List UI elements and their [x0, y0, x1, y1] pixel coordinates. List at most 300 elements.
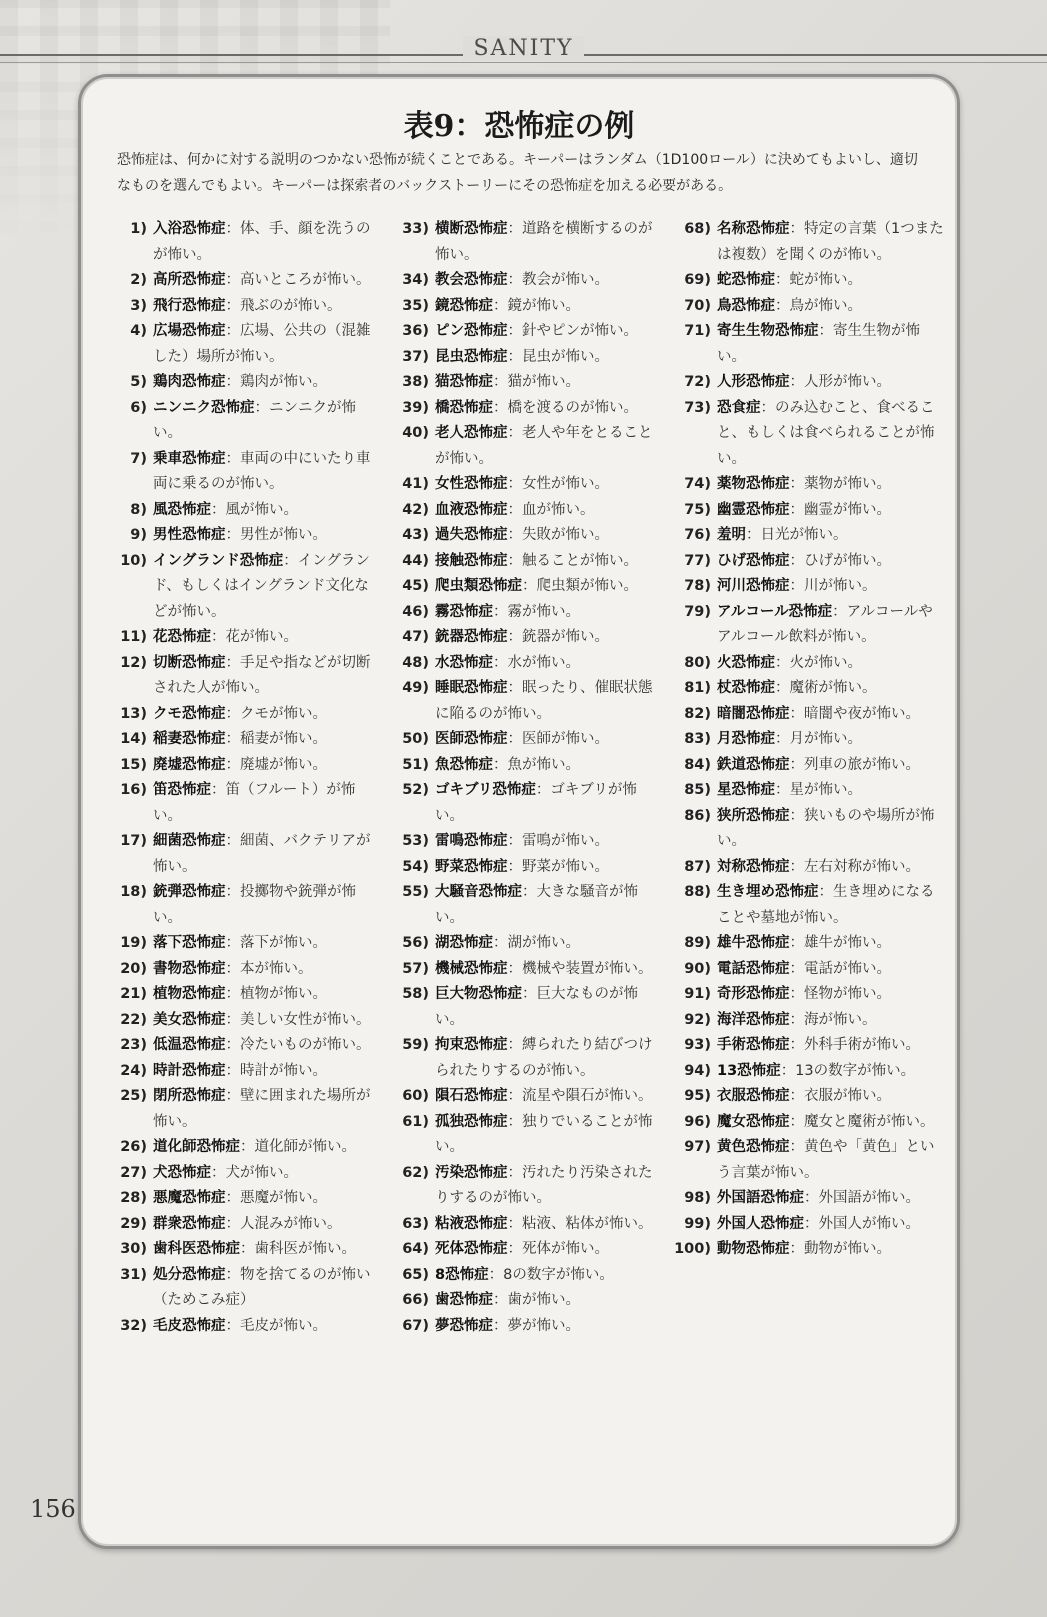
phobia-entry: [387, 523, 663, 549]
phobia-description: ：悪魔が怖い。: [225, 1190, 327, 1206]
phobia-description: ：針やピンが怖い。: [507, 323, 638, 339]
phobia-text: [153, 1263, 381, 1314]
phobia-name: 低温恐怖症: [153, 1037, 226, 1053]
phobia-number: 14): [120, 731, 147, 747]
phobia-entry: [387, 370, 663, 396]
phobia-description: ：体、手、顔を洗うのが怖い。: [153, 221, 371, 263]
phobia-entry: [105, 1033, 381, 1059]
phobia-entry: [669, 574, 945, 600]
phobia-name: 鉄道恐怖症: [717, 756, 790, 773]
phobia-name: 霧恐怖症: [435, 603, 493, 620]
phobia-text: [717, 702, 945, 728]
phobia-entry: [105, 447, 381, 498]
phobia-description: ：生き埋めになることや墓地が怖い。: [717, 884, 935, 926]
phobia-number: 49): [402, 680, 429, 696]
phobia-text: [435, 1033, 663, 1084]
phobia-number: 42): [402, 501, 429, 518]
phobia-description: ：ひげが怖い。: [789, 552, 891, 569]
phobia-name: 接触恐怖症: [435, 552, 508, 569]
phobia-text: [153, 268, 381, 294]
phobia-description: ：月が怖い。: [775, 731, 862, 747]
phobia-entry: [669, 753, 945, 779]
phobia-number: 83): [684, 731, 711, 747]
phobia-text: [435, 421, 663, 472]
phobia-text: [435, 600, 663, 626]
phobia-description: ：日光が怖い。: [746, 527, 848, 543]
phobia-text: [717, 1186, 945, 1212]
phobia-text: [153, 523, 381, 549]
phobia-entry: [387, 651, 663, 677]
phobia-name: 河川恐怖症: [717, 578, 790, 594]
phobia-description: ：列車の旅が怖い。: [789, 756, 920, 773]
phobia-entry: [387, 1237, 663, 1263]
phobia-entry: [669, 294, 945, 320]
phobia-name: 花恐怖症: [153, 629, 211, 645]
phobia-text: [717, 1212, 945, 1238]
phobia-description: ：物を捨てるのが怖い（ためこみ症）: [153, 1266, 371, 1308]
phobia-entry: [669, 651, 945, 677]
phobia-entry: [387, 778, 663, 829]
phobia-description: ：道路を横断するのが怖い。: [435, 221, 653, 263]
phobia-name: 巨大物恐怖症: [435, 986, 522, 1002]
phobia-name: 外国人恐怖症: [717, 1215, 804, 1232]
phobia-number: 2): [130, 272, 147, 288]
phobia-entry: [669, 1186, 945, 1212]
phobia-description: ：ゴキブリが怖い。: [435, 782, 637, 824]
phobia-number: 95): [684, 1088, 711, 1104]
phobia-entry: [669, 498, 945, 524]
phobia-description: ：雷鳴が怖い。: [507, 833, 609, 849]
phobia-entry: [105, 498, 381, 524]
phobia-entry: [669, 1110, 945, 1136]
phobia-entry: [105, 1008, 381, 1034]
phobia-text: [153, 1212, 381, 1238]
phobia-entry: [387, 345, 663, 371]
phobia-description: ：男性が怖い。: [225, 527, 327, 543]
phobia-text: [717, 1237, 945, 1263]
phobia-number: 87): [684, 858, 711, 875]
phobia-name: アルコール恐怖症: [717, 603, 833, 620]
phobia-number: 38): [402, 374, 429, 390]
phobia-text: [435, 574, 663, 600]
phobia-number: 3): [130, 297, 147, 314]
phobia-text: [153, 1186, 381, 1212]
phobia-description: ：黄色や「黄色」という言葉が怖い。: [717, 1139, 935, 1181]
phobia-name: 爬虫類恐怖症: [435, 578, 522, 594]
phobia-number: 13): [120, 705, 147, 722]
phobia-description: ：霧が怖い。: [493, 603, 580, 620]
phobia-entry: [105, 1059, 381, 1085]
phobia-entry: [105, 982, 381, 1008]
phobia-entry: [669, 778, 945, 804]
phobia-number: 41): [402, 476, 429, 492]
phobia-text: [435, 829, 663, 855]
phobia-description: ：失敗が怖い。: [507, 527, 609, 543]
phobia-description: ：水が怖い。: [493, 654, 580, 671]
phobia-entry: [387, 982, 663, 1033]
phobia-text: [153, 1084, 381, 1135]
phobia-name: 医師恐怖症: [435, 731, 508, 747]
phobia-text: [717, 855, 945, 881]
phobia-name: 星恐怖症: [717, 782, 775, 798]
phobia-text: [435, 1288, 663, 1314]
phobia-name: 黄色恐怖症: [717, 1139, 790, 1155]
phobia-entry: [105, 829, 381, 880]
phobia-text: [717, 804, 945, 855]
phobia-entry: [669, 982, 945, 1008]
phobia-text: [435, 880, 663, 931]
phobia-description: ：鳥が怖い。: [775, 297, 862, 314]
phobia-number: 97): [684, 1139, 711, 1155]
phobia-description: ：怪物が怖い。: [789, 986, 891, 1002]
phobia-number: 94): [684, 1062, 711, 1079]
phobia-description: ：クモが怖い。: [225, 705, 327, 722]
phobia-name: 羞明: [717, 527, 746, 543]
phobia-entry: [387, 1288, 663, 1314]
phobia-name: 死体恐怖症: [435, 1241, 508, 1257]
phobia-name: 魚恐怖症: [435, 756, 493, 773]
phobia-number: 15): [120, 756, 147, 773]
phobia-number: 1): [130, 221, 147, 237]
phobia-text: [153, 1059, 381, 1085]
phobia-description: ：壁に囲まれた場所が怖い。: [153, 1088, 371, 1130]
phobia-number: 23): [120, 1037, 147, 1053]
phobia-name: 笛恐怖症: [153, 782, 211, 798]
phobia-description: ：外国語が怖い。: [804, 1190, 920, 1206]
phobia-entry: [105, 1161, 381, 1187]
phobia-name: 動物恐怖症: [717, 1241, 790, 1257]
phobia-entry: [669, 804, 945, 855]
phobia-entry: [105, 931, 381, 957]
phobia-text: [153, 319, 381, 370]
phobia-number: 45): [402, 578, 429, 594]
phobia-text: [153, 549, 381, 626]
phobia-number: 72): [684, 374, 711, 390]
running-head: [0, 36, 1047, 61]
phobia-description: ：大きな騒音が怖い。: [435, 884, 638, 926]
phobia-name: 衣服恐怖症: [717, 1088, 790, 1104]
phobia-number: 57): [402, 960, 429, 977]
phobia-description: ：衣服が怖い。: [789, 1088, 891, 1104]
phobia-number: 48): [402, 654, 429, 671]
phobia-entry: [669, 1033, 945, 1059]
phobia-number: 35): [402, 297, 429, 314]
phobia-name: 雷鳴恐怖症: [435, 833, 508, 849]
phobia-number: 40): [402, 425, 429, 441]
phobia-number: 44): [402, 552, 429, 569]
phobia-name: 落下恐怖症: [153, 935, 226, 951]
phobia-text: [435, 651, 663, 677]
phobia-entry: [387, 319, 663, 345]
phobia-description: ：13の数字が怖い。: [780, 1062, 916, 1079]
phobia-name: 教会恐怖症: [435, 272, 508, 288]
phobia-number: 20): [120, 960, 147, 977]
phobia-text: [717, 370, 945, 396]
phobia-number: 61): [402, 1113, 429, 1130]
phobia-text: [435, 931, 663, 957]
phobia-entry: [387, 957, 663, 983]
phobia-number: 52): [402, 782, 429, 798]
phobia-name: 生き埋め恐怖症: [717, 884, 819, 900]
phobia-entry: [105, 1135, 381, 1161]
phobia-description: ：機械や装置が怖い。: [507, 960, 653, 977]
phobia-entry: [387, 1084, 663, 1110]
phobia-entry: [105, 957, 381, 983]
phobia-name: 閉所恐怖症: [153, 1088, 226, 1104]
phobia-name: 狭所恐怖症: [717, 807, 790, 824]
phobia-description: ：外国人が怖い。: [804, 1215, 920, 1232]
phobia-name: ニンニク恐怖症: [153, 399, 255, 416]
phobia-name: 男性恐怖症: [153, 527, 226, 543]
phobia-number: 100): [674, 1241, 711, 1257]
phobia-text: [717, 549, 945, 575]
phobia-description: ：縛られたり結びつけられたりするのが怖い。: [435, 1037, 653, 1079]
phobia-entry: [105, 880, 381, 931]
phobia-description: ：笛（フルート）が怖い。: [153, 782, 356, 824]
phobia-number: 22): [120, 1011, 147, 1028]
phobia-name: 寄生生物恐怖症: [717, 323, 819, 339]
phobia-text: [717, 778, 945, 804]
phobia-description: ：流星や隕石が怖い。: [507, 1088, 653, 1104]
phobia-description: ：美しい女性が怖い。: [225, 1011, 371, 1028]
phobia-entry: [669, 1059, 945, 1085]
phobia-number: 28): [120, 1190, 147, 1206]
phobia-number: 80): [684, 654, 711, 671]
phobia-description: ：8の数字が怖い。: [488, 1266, 614, 1283]
phobia-number: 12): [120, 654, 147, 671]
phobia-number: 58): [402, 986, 429, 1002]
phobia-entry: [669, 217, 945, 268]
phobia-name: 女性恐怖症: [435, 476, 508, 492]
phobia-text: [153, 1135, 381, 1161]
phobia-entry: [105, 396, 381, 447]
phobia-name: 美女恐怖症: [153, 1011, 226, 1028]
phobia-entry: [387, 727, 663, 753]
phobia-number: 36): [402, 323, 429, 339]
phobia-text: [717, 268, 945, 294]
phobia-text: [435, 217, 663, 268]
phobia-text: [435, 1161, 663, 1212]
phobia-description: ：火が怖い。: [775, 654, 862, 671]
phobia-description: ：蛇が怖い。: [775, 272, 862, 288]
phobia-entry: [105, 1084, 381, 1135]
phobia-entry: [387, 1110, 663, 1161]
phobia-name: 13恐怖症: [717, 1062, 781, 1079]
phobia-name: 隕石恐怖症: [435, 1088, 508, 1104]
phobia-entry: [669, 319, 945, 370]
phobia-number: 7): [130, 450, 147, 467]
phobia-name: 植物恐怖症: [153, 986, 226, 1002]
phobia-number: 54): [402, 858, 429, 875]
phobia-number: 8): [130, 501, 147, 518]
phobia-description: ：落下が怖い。: [225, 935, 327, 951]
phobia-description: ：人形が怖い。: [789, 374, 891, 390]
phobia-description: ：稲妻が怖い。: [225, 731, 327, 747]
phobia-name: 電話恐怖症: [717, 960, 790, 977]
phobia-name: 高所恐怖症: [153, 272, 226, 288]
phobia-description: ：女性が怖い。: [507, 476, 609, 492]
phobia-name: 広場恐怖症: [153, 323, 226, 339]
phobia-name: 拘束恐怖症: [435, 1037, 508, 1053]
phobia-text: [435, 549, 663, 575]
phobia-description: ：ニンニクが怖い。: [153, 399, 356, 441]
phobia-number: 81): [684, 680, 711, 696]
phobia-number: 96): [684, 1113, 711, 1130]
phobia-text: [153, 702, 381, 728]
phobia-number: 91): [684, 986, 711, 1002]
phobia-name: ピン恐怖症: [435, 323, 508, 339]
phobia-number: 16): [120, 782, 147, 798]
phobia-description: ：血が怖い。: [507, 501, 595, 518]
phobia-columns: [105, 217, 945, 1339]
phobia-description: ：夢が怖い。: [493, 1317, 580, 1334]
phobia-entry: [105, 1237, 381, 1263]
phobia-name: 魔女恐怖症: [717, 1113, 790, 1130]
phobia-name: 老人恐怖症: [435, 425, 508, 441]
phobia-text: [717, 217, 945, 268]
phobia-description: ：廃墟が怖い。: [225, 756, 327, 773]
phobia-name: 時計恐怖症: [153, 1062, 226, 1079]
phobia-number: 25): [120, 1088, 147, 1104]
phobia-text: [153, 880, 381, 931]
phobia-entry: [669, 880, 945, 931]
phobia-number: 63): [402, 1215, 429, 1232]
phobia-entry: [669, 268, 945, 294]
phobia-entry: [105, 217, 381, 268]
phobia-text: [717, 294, 945, 320]
phobia-entry: [669, 549, 945, 575]
phobia-description: ：動物が怖い。: [789, 1241, 891, 1257]
phobia-entry: [669, 702, 945, 728]
phobia-number: 62): [402, 1164, 429, 1181]
phobia-number: 47): [402, 629, 429, 645]
table-intro: 恐怖症は、何かに対する説明のつかない恐怖が続くことである。キーパーはランダム（1D100ロール）に決めてもよいし、適切なものを選んでもよい。キーパーは探索者のバックストーリーにその恐怖症を加える必要がある。: [117, 152, 918, 194]
phobia-name: 人形恐怖症: [717, 374, 790, 390]
phobia-text: [435, 345, 663, 371]
phobia-text: [153, 1314, 381, 1340]
phobia-description: ：飛ぶのが怖い。: [225, 297, 342, 314]
phobia-name: 大騒音恐怖症: [435, 884, 522, 900]
phobia-description: ：寄生生物が怖い。: [717, 323, 920, 365]
phobia-number: 73): [684, 399, 711, 416]
phobia-number: 30): [120, 1241, 147, 1257]
phobia-name: 銃弾恐怖症: [153, 884, 226, 900]
phobia-text: [717, 753, 945, 779]
phobia-name: 湖恐怖症: [435, 935, 493, 951]
phobia-number: 59): [402, 1037, 429, 1053]
phobia-description: ：花が怖い。: [211, 629, 298, 645]
phobia-description: ：死体が怖い。: [507, 1241, 609, 1257]
phobia-text: [435, 1263, 663, 1289]
phobia-text: [717, 523, 945, 549]
phobia-column-1: [105, 217, 381, 1339]
phobia-number: 37): [402, 348, 429, 365]
phobia-entry: [669, 1008, 945, 1034]
phobia-entry: [105, 625, 381, 651]
phobia-description: ：銃器が怖い。: [507, 629, 609, 645]
phobia-description: ：電話が怖い。: [789, 960, 891, 977]
phobia-text: [153, 753, 381, 779]
phobia-number: 50): [402, 731, 429, 747]
phobia-name: 8恐怖症: [435, 1266, 489, 1283]
phobia-number: 92): [684, 1011, 711, 1028]
phobia-description: ：粘液、粘体が怖い。: [507, 1215, 653, 1232]
phobia-name: 孤独恐怖症: [435, 1113, 508, 1130]
phobia-number: 79): [684, 603, 711, 620]
phobia-description: ：魔術が怖い。: [775, 680, 877, 696]
phobia-text: [153, 294, 381, 320]
phobia-text: [435, 370, 663, 396]
phobia-description: ：触ることが怖い。: [507, 552, 638, 569]
phobia-text: [435, 523, 663, 549]
phobia-name: 奇形恐怖症: [717, 986, 790, 1002]
phobia-description: ：教会が怖い。: [507, 272, 609, 288]
phobia-entry: [387, 396, 663, 422]
phobia-text: [435, 319, 663, 345]
phobia-name: 鏡恐怖症: [435, 297, 493, 314]
phobia-text: [717, 396, 945, 473]
phobia-name: 入浴恐怖症: [153, 221, 226, 237]
phobia-number: 9): [130, 527, 147, 543]
phobia-name: 悪魔恐怖症: [153, 1190, 226, 1206]
phobia-entry: [669, 931, 945, 957]
phobia-number: 32): [120, 1317, 147, 1334]
phobia-text: [717, 880, 945, 931]
phobia-number: 60): [402, 1088, 429, 1104]
phobia-number: 21): [120, 986, 147, 1002]
phobia-number: 39): [402, 399, 429, 416]
phobia-text: [717, 727, 945, 753]
phobia-number: 71): [684, 323, 711, 339]
phobia-name: 火恐怖症: [717, 654, 775, 671]
phobia-entry: [387, 268, 663, 294]
phobia-description: ：老人や年をとることが怖い。: [435, 425, 653, 467]
phobia-name: 鶏肉恐怖症: [153, 374, 226, 390]
phobia-description: ：細菌、バクテリアが怖い。: [153, 833, 371, 875]
phobia-description: ：高いところが怖い。: [225, 272, 371, 288]
phobia-number: 64): [402, 1241, 429, 1257]
phobia-name: 睡眠恐怖症: [435, 680, 508, 696]
phobia-name: ゴキブリ恐怖症: [435, 782, 536, 798]
phobia-number: 29): [120, 1215, 147, 1232]
phobia-entry: [105, 549, 381, 626]
phobia-name: 稲妻恐怖症: [153, 731, 226, 747]
phobia-number: 77): [684, 552, 711, 569]
phobia-table-panel: [78, 74, 960, 1549]
phobia-number: 5): [130, 374, 147, 390]
phobia-description: ：歯科医が怖い。: [240, 1241, 356, 1257]
phobia-text: [717, 1110, 945, 1136]
phobia-name: 海洋恐怖症: [717, 1011, 790, 1028]
phobia-text: [153, 957, 381, 983]
phobia-number: 66): [402, 1292, 429, 1308]
phobia-text: [717, 498, 945, 524]
phobia-name: 薬物恐怖症: [717, 476, 790, 492]
phobia-text: [435, 1212, 663, 1238]
phobia-text: [717, 982, 945, 1008]
phobia-number: 17): [120, 833, 147, 849]
phobia-number: 46): [402, 603, 429, 620]
phobia-name: 群衆恐怖症: [153, 1215, 226, 1232]
phobia-description: ：野菜が怖い。: [507, 858, 609, 875]
phobia-text: [435, 753, 663, 779]
phobia-name: 蛇恐怖症: [717, 272, 775, 288]
phobia-number: 86): [684, 807, 711, 824]
phobia-text: [717, 1084, 945, 1110]
phobia-entry: [105, 268, 381, 294]
phobia-text: [153, 778, 381, 829]
phobia-name: 犬恐怖症: [153, 1164, 211, 1181]
